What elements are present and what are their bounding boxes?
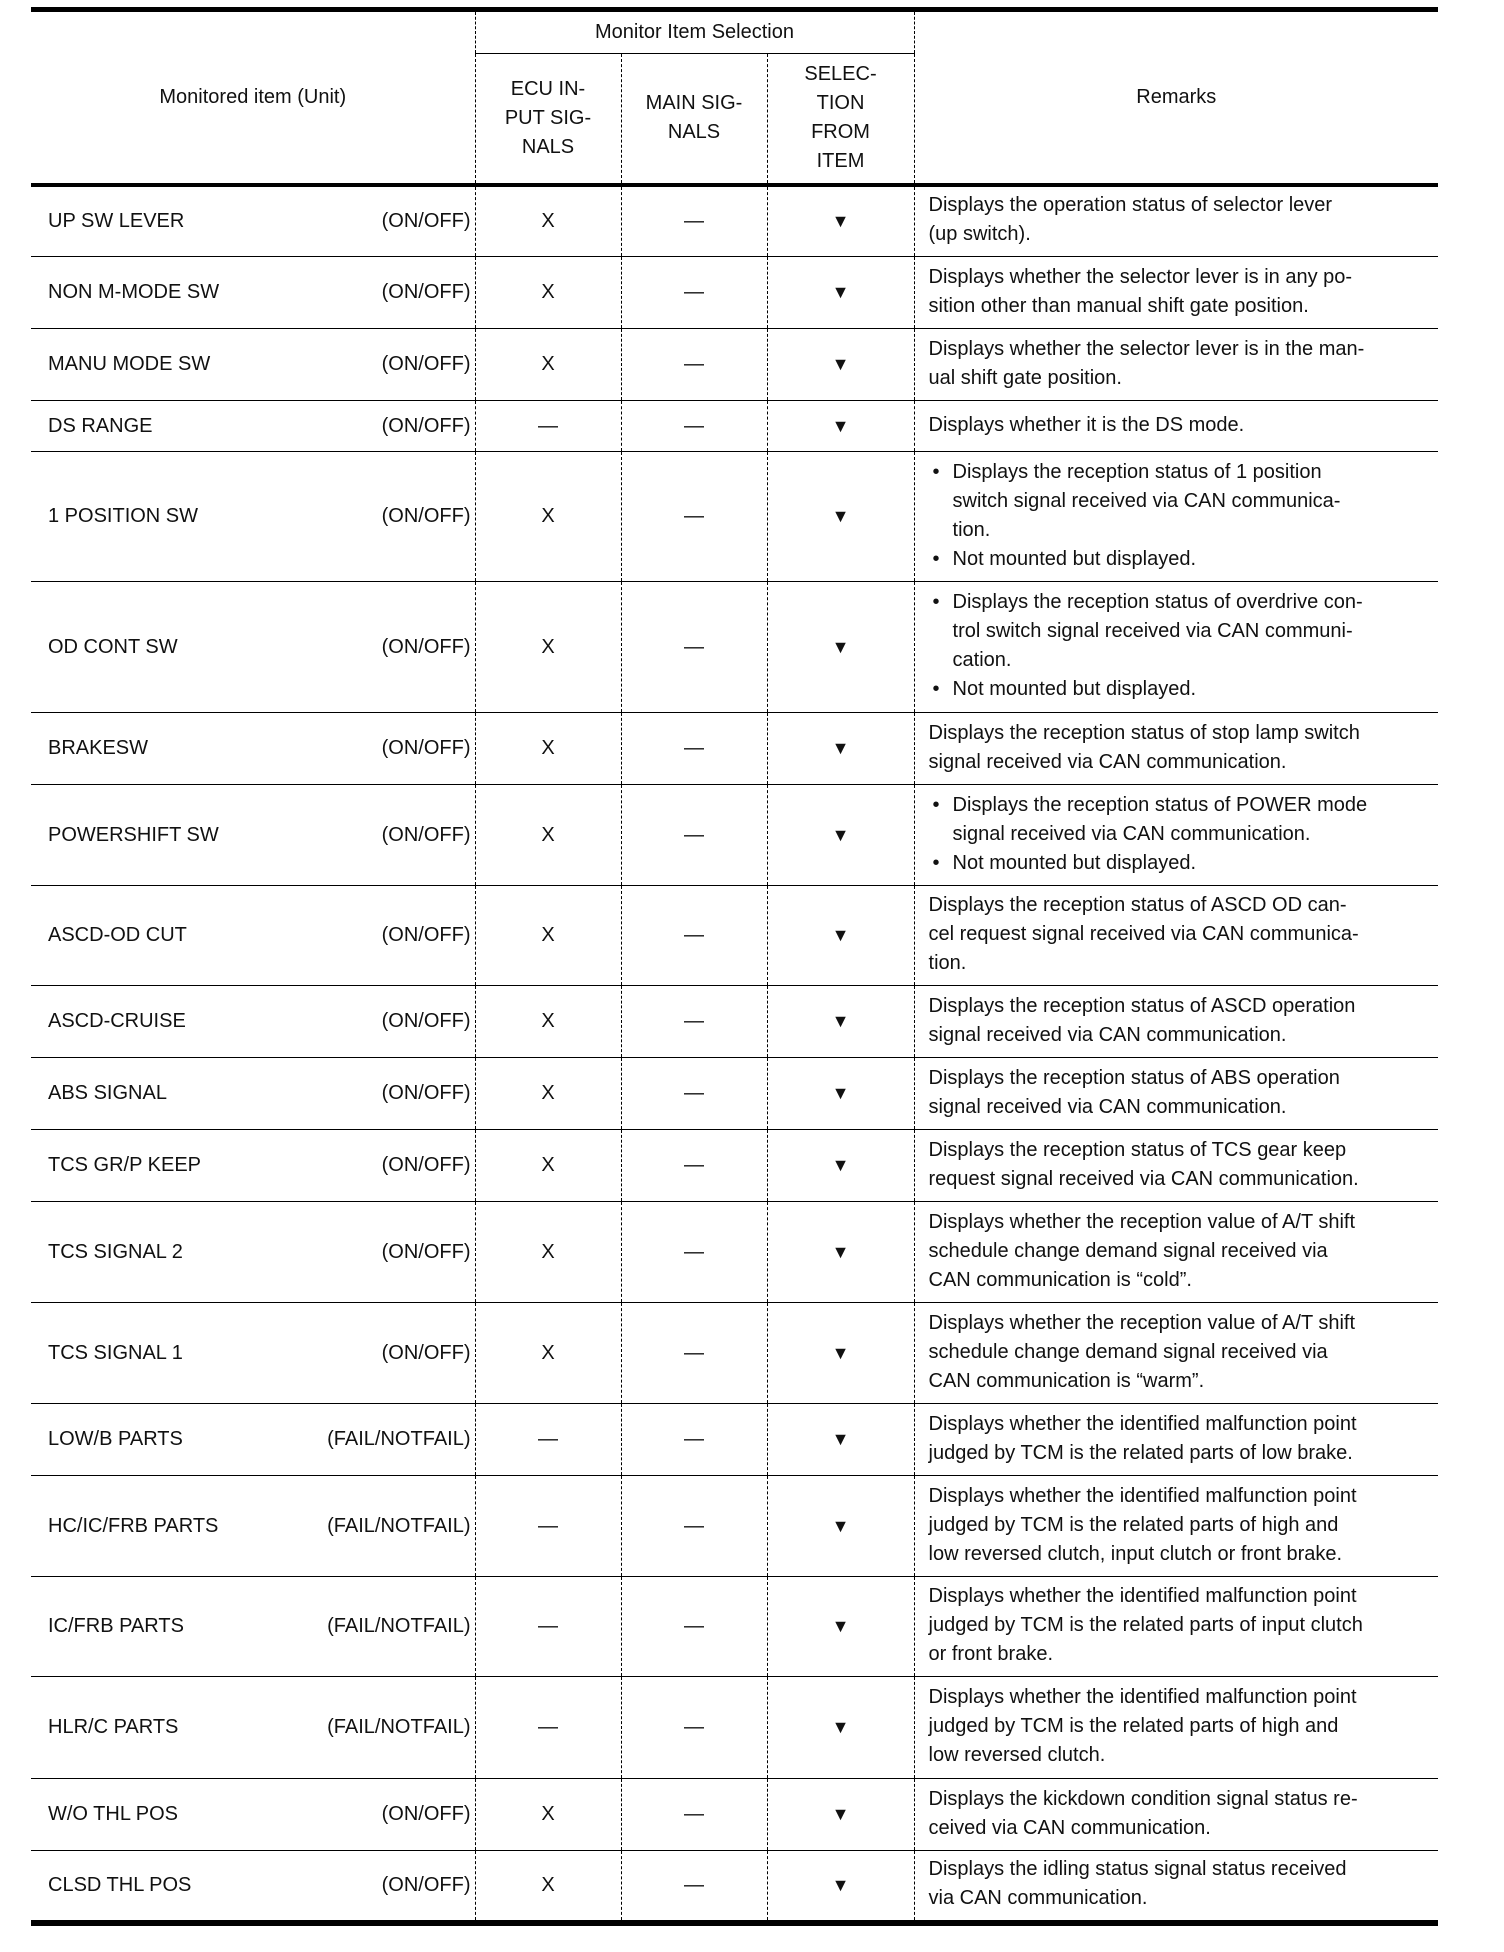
remark-line: or front brake. [928, 1643, 1054, 1665]
selection-mark: ▼ [767, 886, 914, 986]
selection-mark: ▼ [767, 1677, 914, 1779]
remark-line: sition other than manual shift gate position. [928, 294, 1309, 317]
item-unit: (ON/OFF) [381, 353, 471, 375]
remarks-cell [914, 1779, 1438, 1851]
monitored-item [31, 1339, 475, 1368]
remarks-cell [914, 257, 1438, 329]
remark-line: Displays the idling status signal status received [928, 1858, 1347, 1881]
remark-line: Displays the reception status of stop lamp switch [928, 721, 1360, 744]
monitored-item-cell [31, 1058, 475, 1130]
remark-line: Displays whether the identified malfunction point [928, 1412, 1357, 1435]
remark-line: Displays whether the identified malfunction point [928, 1686, 1357, 1708]
remark-line: • Displays the reception status of 1 position [952, 460, 1322, 483]
selection-mark: ▼ [767, 1130, 914, 1202]
item-unit: (ON/OFF) [381, 635, 471, 658]
remark-line: ual shift gate position. [928, 366, 1122, 389]
remarks-cell [914, 713, 1438, 785]
selection-mark: ▼ [767, 1303, 914, 1404]
main-signal-mark: — [621, 1202, 767, 1303]
monitored-item [31, 921, 475, 950]
monitored-item [31, 412, 475, 441]
monitor-item-table [31, 7, 1438, 1926]
table-row [31, 1058, 1438, 1130]
remark-line: switch signal received via CAN communica- [952, 489, 1341, 512]
remark-line: Displays whether it is the DS mode. [928, 413, 1245, 436]
monitored-item-cell [31, 401, 475, 452]
remark-line: Displays whether the identified malfunction point [928, 1585, 1357, 1607]
ecu-input-mark: — [475, 401, 621, 452]
ecu-input-mark: X [475, 1851, 621, 1923]
ecu-input-mark: — [475, 1476, 621, 1577]
remark-line: signal received via CAN communication. [928, 1095, 1287, 1118]
remark-line: Displays the reception status of ABS operation [928, 1066, 1340, 1089]
header-line: PUT SIG- [504, 106, 592, 129]
remarks-cell [914, 1130, 1438, 1202]
remark-line: • Displays the reception status of POWER mode [952, 793, 1368, 816]
remark-bullet [929, 675, 1433, 704]
item-unit: (ON/OFF) [381, 281, 471, 303]
main-signal-mark: — [621, 257, 767, 329]
remark-line: Displays the reception status of TCS gear keep [928, 1138, 1347, 1161]
remark-line: CAN communication is “cold”. [928, 1268, 1192, 1291]
selection-mark: ▼ [767, 986, 914, 1058]
monitored-item [31, 734, 475, 763]
monitored-item-cell [31, 785, 475, 886]
remark-line: schedule change demand signal received via [928, 1340, 1328, 1363]
selection-mark: ▼ [767, 1476, 914, 1577]
selection-mark: ▼ [767, 1404, 914, 1476]
item-name: OD CONT SW [48, 635, 178, 658]
remark-bullet [929, 849, 1433, 878]
main-signal-mark: — [621, 1476, 767, 1577]
selection-mark: ▼ [767, 185, 914, 257]
monitored-item-cell [31, 1577, 475, 1677]
header-remarks: Remarks [914, 10, 1438, 185]
monitored-item-cell [31, 1303, 475, 1404]
header-line: ECU IN- [510, 77, 586, 100]
table-row [31, 886, 1438, 986]
table-row [31, 1476, 1438, 1577]
remark-line: trol switch signal received via CAN communi- [952, 620, 1353, 642]
selection-mark: ▼ [767, 1058, 914, 1130]
table-row [31, 1130, 1438, 1202]
item-unit: (FAIL/NOTFAIL) [327, 1514, 471, 1537]
remark-bullet [929, 588, 1433, 675]
table-row [31, 1851, 1438, 1923]
monitored-item-cell [31, 257, 475, 329]
remark-bullet [929, 545, 1433, 574]
remark-line: ceived via CAN communication. [928, 1816, 1211, 1839]
monitored-item-cell [31, 1130, 475, 1202]
selection-mark: ▼ [767, 785, 914, 886]
ecu-input-mark: X [475, 582, 621, 713]
main-signal-mark: — [621, 1577, 767, 1677]
ecu-input-mark: X [475, 1202, 621, 1303]
table-body [31, 185, 1438, 1923]
monitored-item [31, 633, 475, 662]
header-main-signals [621, 54, 767, 185]
monitored-item-cell [31, 1476, 475, 1577]
main-signal-mark: — [621, 452, 767, 582]
remark-line: low reversed clutch, input clutch or front brake. [928, 1542, 1343, 1565]
monitored-item [31, 1151, 475, 1180]
table-row [31, 257, 1438, 329]
table-row [31, 1677, 1438, 1779]
monitored-item-cell [31, 1404, 475, 1476]
remark-line: signal received via CAN communication. [952, 822, 1311, 845]
item-unit: (FAIL/NOTFAIL) [327, 1428, 471, 1450]
remark-line: Displays whether the selector lever is in any po- [928, 265, 1353, 288]
ecu-input-mark: X [475, 257, 621, 329]
ecu-input-mark: — [475, 1677, 621, 1779]
item-name: ABS SIGNAL [48, 1082, 167, 1104]
item-name: POWERSHIFT SW [48, 823, 219, 846]
selection-mark: ▼ [767, 452, 914, 582]
monitored-item [31, 1425, 475, 1454]
item-name: TCS SIGNAL 2 [48, 1240, 183, 1263]
monitored-item-cell [31, 1677, 475, 1779]
monitored-item [31, 1512, 475, 1541]
header-monitor-item-selection: Monitor Item Selection [475, 10, 914, 54]
monitored-item [31, 1713, 475, 1742]
table-row [31, 785, 1438, 886]
remark-line: low reversed clutch. [928, 1744, 1106, 1766]
remarks-cell [914, 1476, 1438, 1577]
item-name: HC/IC/FRB PARTS [48, 1514, 219, 1537]
monitored-item [31, 350, 475, 379]
ecu-input-mark: X [475, 785, 621, 886]
remark-line: tion. [928, 952, 967, 974]
header-ecu-input-signals [475, 54, 621, 185]
table-row [31, 1303, 1438, 1404]
header-line: TION [816, 92, 865, 115]
selection-mark: ▼ [767, 401, 914, 452]
ecu-input-mark: — [475, 1404, 621, 1476]
ecu-input-mark: X [475, 1779, 621, 1851]
item-unit: (ON/OFF) [381, 737, 471, 759]
monitored-item [31, 278, 475, 307]
selection-mark: ▼ [767, 257, 914, 329]
header-line: NALS [667, 121, 721, 144]
monitored-item-cell [31, 582, 475, 713]
item-unit: (ON/OFF) [381, 505, 471, 527]
selection-mark: ▼ [767, 1779, 914, 1851]
item-name: TCS GR/P KEEP [48, 1154, 202, 1176]
monitored-item [31, 1800, 475, 1829]
selection-mark: ▼ [767, 1577, 914, 1677]
remark-line: tion. [952, 518, 991, 541]
monitored-item [31, 1007, 475, 1036]
item-name: CLSD THL POS [48, 1873, 192, 1896]
remark-line: signal received via CAN communication. [928, 1023, 1287, 1046]
remarks-cell [914, 1677, 1438, 1779]
ecu-input-mark: X [475, 1303, 621, 1404]
remark-line: judged by TCM is the related parts of low brake. [928, 1441, 1353, 1464]
item-name: HLR/C PARTS [48, 1716, 179, 1738]
item-unit: (FAIL/NOTFAIL) [327, 1716, 471, 1738]
remark-line: • Not mounted but displayed. [952, 678, 1197, 700]
main-signal-mark: — [621, 582, 767, 713]
item-name: ASCD-OD CUT [48, 924, 187, 946]
remark-line: schedule change demand signal received via [928, 1239, 1328, 1262]
remark-line: judged by TCM is the related parts of high and [928, 1513, 1339, 1536]
remarks-cell [914, 886, 1438, 986]
remark-line: • Not mounted but displayed. [952, 547, 1197, 570]
monitored-item-cell [31, 1202, 475, 1303]
remarks-cell [914, 1851, 1438, 1923]
item-unit: (ON/OFF) [381, 209, 471, 232]
main-signal-mark: — [621, 1130, 767, 1202]
item-unit: (ON/OFF) [381, 1082, 471, 1104]
header-line: SELEC- [804, 63, 877, 86]
item-name: TCS SIGNAL 1 [48, 1341, 183, 1364]
main-signal-mark: — [621, 1404, 767, 1476]
remark-line: cation. [952, 649, 1012, 671]
monitored-item-cell [31, 886, 475, 986]
remark-line: signal received via CAN communication. [928, 750, 1287, 773]
item-unit: (ON/OFF) [381, 1240, 471, 1263]
remark-line: request signal received via CAN communication. [928, 1167, 1359, 1190]
remark-line: judged by TCM is the related parts of high and [928, 1715, 1339, 1737]
remark-line: via CAN communication. [928, 1887, 1148, 1910]
monitored-item [31, 1238, 475, 1267]
remark-line: • Displays the reception status of overdrive con- [952, 591, 1363, 613]
remark-line: Displays whether the reception value of A/T shift [928, 1210, 1356, 1233]
main-signal-mark: — [621, 1677, 767, 1779]
item-unit: (ON/OFF) [381, 1873, 471, 1896]
main-signal-mark: — [621, 785, 767, 886]
item-name: NON M-MODE SW [48, 281, 220, 303]
ecu-input-mark: — [475, 1577, 621, 1677]
item-name: IC/FRB PARTS [48, 1615, 184, 1637]
monitored-item [31, 1079, 475, 1108]
table-row [31, 1577, 1438, 1677]
main-signal-mark: — [621, 401, 767, 452]
remarks-cell [914, 986, 1438, 1058]
main-signal-mark: — [621, 329, 767, 401]
ecu-input-mark: X [475, 452, 621, 582]
selection-mark: ▼ [767, 329, 914, 401]
item-name: 1 POSITION SW [48, 505, 199, 527]
ecu-input-mark: X [475, 185, 621, 257]
selection-mark: ▼ [767, 1202, 914, 1303]
ecu-input-mark: X [475, 1130, 621, 1202]
table-row [31, 582, 1438, 713]
monitored-item [31, 1871, 475, 1900]
selection-mark: ▼ [767, 582, 914, 713]
remark-line: judged by TCM is the related parts of input clutch [928, 1614, 1363, 1636]
item-name: MANU MODE SW [48, 353, 211, 375]
main-signal-mark: — [621, 1058, 767, 1130]
table-row [31, 1779, 1438, 1851]
item-name: ASCD-CRUISE [48, 1010, 186, 1032]
monitored-item-cell [31, 986, 475, 1058]
remarks-cell [914, 582, 1438, 713]
item-name: DS RANGE [48, 414, 153, 437]
remark-line: CAN communication is “warm”. [928, 1369, 1205, 1392]
selection-mark: ▼ [767, 1851, 914, 1923]
header-line: ITEM [816, 150, 865, 173]
remarks-cell [914, 1303, 1438, 1404]
item-name: W/O THL POS [48, 1803, 179, 1825]
main-signal-mark: — [621, 886, 767, 986]
remark-line: Displays whether the reception value of A/T shift [928, 1311, 1356, 1334]
selection-mark: ▼ [767, 713, 914, 785]
remark-bullet [929, 458, 1433, 545]
remarks-cell [914, 1058, 1438, 1130]
remarks-cell [914, 1202, 1438, 1303]
table-row [31, 401, 1438, 452]
monitored-item-cell [31, 329, 475, 401]
header-line: NALS [521, 135, 575, 158]
monitored-item-cell [31, 1851, 475, 1923]
main-signal-mark: — [621, 1851, 767, 1923]
remarks-cell [914, 1577, 1438, 1677]
header-line: MAIN SIG- [645, 92, 743, 115]
item-unit: (ON/OFF) [381, 924, 471, 946]
monitored-item-cell [31, 713, 475, 785]
ecu-input-mark: X [475, 986, 621, 1058]
remark-line: Displays the kickdown condition signal status re- [928, 1787, 1358, 1810]
header-selection-from-item [767, 54, 914, 185]
monitored-item [31, 502, 475, 531]
remarks-cell [914, 329, 1438, 401]
remark-line: • Not mounted but displayed. [952, 851, 1197, 874]
main-signal-mark: — [621, 1303, 767, 1404]
main-signal-mark: — [621, 185, 767, 257]
table-row [31, 713, 1438, 785]
remark-line: cel request signal received via CAN communica- [928, 923, 1359, 945]
monitored-item-cell [31, 185, 475, 257]
monitored-item [31, 1612, 475, 1641]
item-unit: (ON/OFF) [381, 823, 471, 846]
table-row [31, 1404, 1438, 1476]
header-line: FROM [811, 121, 870, 144]
item-unit: (ON/OFF) [381, 1341, 471, 1364]
monitored-item [31, 821, 475, 850]
table-row [31, 452, 1438, 582]
item-name: UP SW LEVER [48, 209, 185, 232]
remark-line: Displays whether the selector lever is in the man- [928, 337, 1365, 360]
remark-line: Displays whether the identified malfunction point [928, 1484, 1357, 1507]
main-signal-mark: — [621, 1779, 767, 1851]
item-unit: (ON/OFF) [381, 1154, 471, 1176]
table-row [31, 185, 1438, 257]
ecu-input-mark: X [475, 329, 621, 401]
remark-line: Displays the reception status of ASCD operation [928, 994, 1356, 1017]
main-signal-mark: — [621, 713, 767, 785]
item-unit: (ON/OFF) [381, 1803, 471, 1825]
table-row [31, 986, 1438, 1058]
remarks-cell [914, 452, 1438, 582]
remark-line: (up switch). [928, 223, 1031, 246]
item-unit: (ON/OFF) [381, 414, 471, 437]
table-row [31, 1202, 1438, 1303]
remarks-cell [914, 1404, 1438, 1476]
table-row [31, 329, 1438, 401]
item-unit: (FAIL/NOTFAIL) [327, 1615, 471, 1637]
remark-bullet [929, 791, 1433, 849]
main-signal-mark: — [621, 986, 767, 1058]
monitored-item-cell [31, 452, 475, 582]
remark-line: Displays the reception status of ASCD OD can- [928, 894, 1347, 916]
monitored-item-cell [31, 1779, 475, 1851]
header-monitored-item: Monitored item (Unit) [31, 10, 475, 185]
remarks-cell [914, 401, 1438, 452]
item-unit: (ON/OFF) [381, 1010, 471, 1032]
item-name: BRAKESW [48, 737, 149, 759]
ecu-input-mark: X [475, 713, 621, 785]
remarks-cell [914, 185, 1438, 257]
item-name: LOW/B PARTS [48, 1428, 183, 1450]
remark-line: Displays the operation status of selector lever [928, 194, 1333, 217]
monitored-item [31, 207, 475, 236]
remarks-cell [914, 785, 1438, 886]
ecu-input-mark: X [475, 886, 621, 986]
ecu-input-mark: X [475, 1058, 621, 1130]
